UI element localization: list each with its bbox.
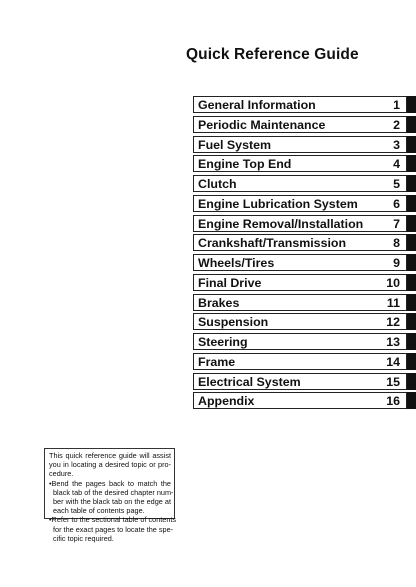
chapter-row[interactable] — [193, 392, 416, 409]
chapter-number: 9 — [393, 256, 400, 270]
chapter-tab-marker — [407, 254, 416, 271]
chapter-label: Crankshaft/Transmission — [198, 236, 347, 251]
chapter-tab-marker — [407, 136, 416, 153]
chapter-row[interactable] — [193, 195, 416, 212]
chapter-label: Engine Lubrication System — [198, 196, 358, 211]
chapter-tab-marker — [407, 215, 416, 232]
chapter-box[interactable] — [193, 215, 407, 232]
chapter-box[interactable] — [193, 234, 407, 251]
chapter-number: 4 — [393, 157, 400, 172]
chapter-tab-marker — [407, 274, 416, 291]
chapter-box[interactable] — [193, 175, 407, 192]
chapter-row[interactable] — [193, 116, 416, 133]
chapter-label: Electrical System — [198, 374, 301, 389]
note-line: This quick reference guide will assist — [49, 451, 171, 460]
chapter-row[interactable] — [193, 254, 416, 271]
chapter-number: 1 — [393, 98, 400, 112]
chapter-number: 8 — [393, 236, 400, 251]
chapter-label: Fuel System — [198, 137, 271, 152]
chapter-box[interactable] — [193, 353, 407, 370]
instructions-note — [44, 448, 177, 543]
chapter-box[interactable] — [193, 392, 407, 409]
note-line: each table of contents page. — [53, 506, 145, 516]
chapter-row[interactable] — [193, 234, 416, 251]
chapter-row[interactable] — [193, 313, 416, 330]
note-line: ber with the black tab on the edge at — [53, 497, 171, 507]
chapter-tab-marker — [407, 333, 416, 350]
chapter-tab-marker — [407, 234, 416, 251]
page-title: Quick Reference Guide — [186, 46, 359, 63]
chapter-tab-marker — [407, 175, 416, 192]
chapter-number: 14 — [386, 354, 400, 369]
chapter-box[interactable] — [193, 155, 407, 172]
note-line: cific topic required. — [53, 533, 114, 543]
chapter-box[interactable] — [193, 313, 407, 330]
chapter-label: Suspension — [198, 315, 269, 330]
chapter-row[interactable] — [193, 294, 416, 311]
chapter-tab-marker — [407, 392, 416, 409]
chapter-number: 15 — [386, 374, 400, 389]
chapter-box[interactable] — [193, 274, 407, 291]
chapter-box[interactable] — [193, 116, 407, 133]
chapter-number: 3 — [393, 137, 400, 152]
chapter-label: Steering — [198, 335, 248, 349]
note-line: black tab of the desired chapter num- — [53, 487, 174, 497]
chapter-tab-marker — [407, 373, 416, 390]
chapter-row[interactable] — [193, 274, 416, 291]
chapter-tab-marker — [407, 353, 416, 370]
note-line: you in locating a desired topic or pro- — [49, 460, 171, 470]
chapter-tab-marker — [407, 313, 416, 330]
chapter-tab-marker — [407, 294, 416, 311]
chapter-row[interactable] — [193, 155, 416, 172]
note-line: •Bend the pages back to match the — [49, 478, 171, 488]
chapter-tab-marker — [407, 195, 416, 212]
chapter-label: Engine Removal/Installation — [198, 216, 364, 231]
chapter-number: 10 — [386, 275, 400, 290]
chapter-number: 13 — [386, 335, 400, 349]
chapter-box[interactable] — [193, 294, 407, 311]
chapter-row[interactable] — [193, 136, 416, 153]
chapter-label: Final Drive — [198, 275, 262, 290]
chapter-row[interactable] — [193, 215, 416, 232]
chapter-tab-marker — [407, 96, 416, 113]
chapter-box[interactable] — [193, 96, 407, 113]
note-line: for the exact pages to locate the spe- — [53, 524, 174, 534]
chapter-label: Wheels/Tires — [198, 256, 275, 270]
chapter-tab-marker — [407, 116, 416, 133]
chapter-label: Clutch — [198, 177, 237, 191]
chapter-row[interactable] — [193, 373, 416, 390]
chapter-number: 16 — [386, 394, 400, 409]
chapter-box[interactable] — [193, 333, 407, 350]
chapter-row[interactable] — [193, 96, 416, 113]
chapter-label: Brakes — [198, 295, 240, 310]
chapter-number: 7 — [393, 216, 400, 231]
chapter-label: General Information — [198, 98, 316, 112]
chapter-box[interactable] — [193, 254, 407, 271]
chapter-box[interactable] — [193, 136, 407, 153]
chapter-label: Periodic Maintenance — [198, 117, 326, 132]
chapter-number: 2 — [393, 117, 400, 132]
chapter-row[interactable] — [193, 333, 416, 350]
chapter-number: 6 — [393, 196, 400, 211]
note-line: cedure. — [49, 469, 74, 479]
note-line: •Refer to the sectional table of contents — [49, 515, 177, 525]
chapter-label: Engine Top End — [198, 157, 292, 172]
chapter-label: Frame — [198, 354, 236, 369]
chapter-row[interactable] — [193, 175, 416, 192]
chapter-label: Appendix — [198, 394, 255, 409]
chapter-tab-marker — [407, 155, 416, 172]
chapter-number: 11 — [386, 295, 400, 310]
chapter-row[interactable] — [193, 353, 416, 370]
chapter-number: 5 — [393, 177, 400, 191]
chapter-number: 12 — [386, 315, 400, 330]
chapter-box[interactable] — [193, 195, 407, 212]
chapter-index — [193, 96, 416, 412]
chapter-box[interactable] — [193, 373, 407, 390]
